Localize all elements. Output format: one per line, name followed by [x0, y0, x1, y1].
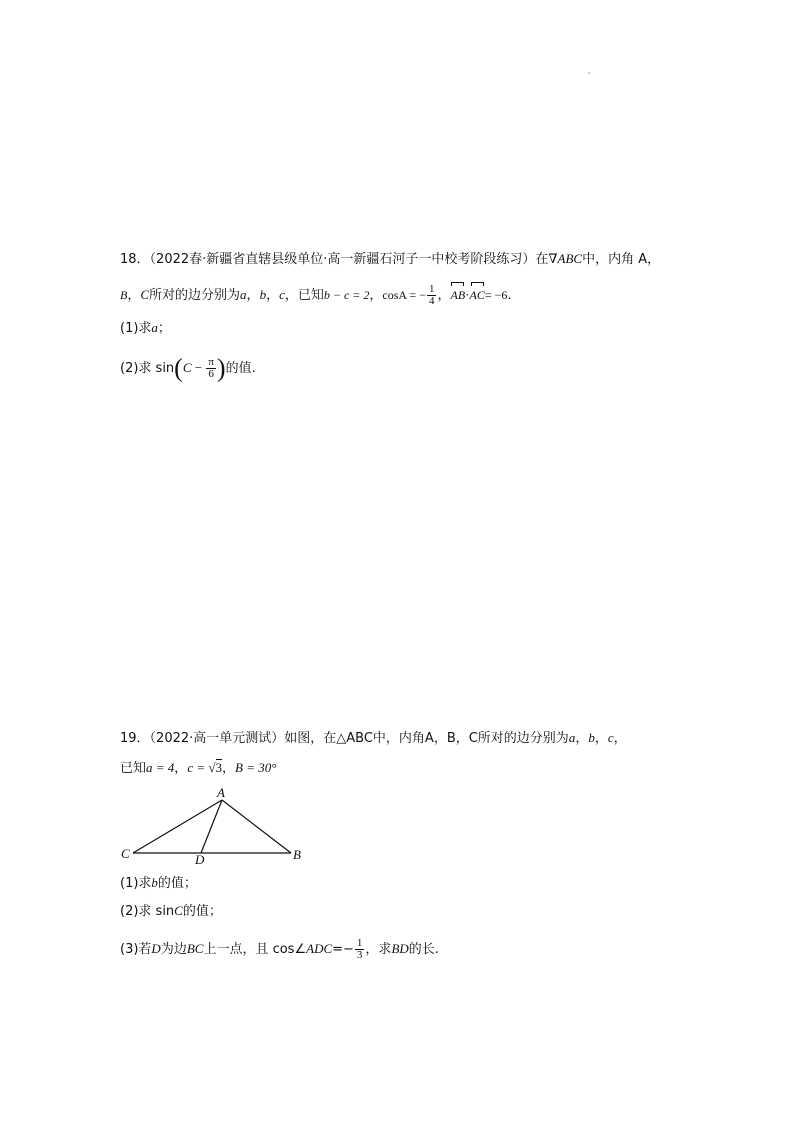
- left-paren: (: [174, 353, 183, 383]
- q19-part2-label: (2)求 sin: [120, 904, 175, 919]
- q19-part3-d: ，求: [365, 942, 392, 957]
- q19-source: （2022·高一单元测试）: [149, 731, 285, 746]
- q18-part2-label: (2)求 sin: [120, 361, 175, 376]
- q19-part1: [120, 873, 197, 894]
- q19-part1-var: b: [151, 875, 158, 890]
- q18-dot-result: = −6: [484, 288, 508, 302]
- fraction-denominator: 4: [428, 295, 435, 307]
- q18-number: 18．: [120, 252, 150, 267]
- q19-part3-b: 为边: [160, 942, 187, 957]
- q19-part2: [120, 901, 222, 922]
- fraction-denominator: 3: [356, 949, 363, 961]
- q19-part3-e: 的长.: [408, 942, 439, 957]
- q18-cos-fraction: [427, 284, 437, 307]
- q19-number: 19．: [120, 731, 150, 746]
- q19-var-b: b: [588, 730, 595, 745]
- q18-sep: ，: [369, 288, 383, 303]
- q19-sep: ，: [594, 731, 608, 746]
- q18-vector-AC: AC: [470, 285, 485, 305]
- q19-condition-c: c =: [187, 760, 209, 775]
- q18-part1-label: (1)求: [120, 321, 152, 336]
- q19-condition-a: a = 4: [146, 760, 175, 775]
- q18-triangle-name: ABC: [557, 251, 583, 266]
- label-C: C: [121, 846, 130, 861]
- q18-part2-fraction: [206, 357, 216, 380]
- q19-part3: [120, 938, 439, 961]
- q19-part3-c: 上一点，且 cos∠: [203, 942, 307, 957]
- q18-part2-minus: −: [191, 360, 206, 375]
- segment-AD: [201, 800, 222, 853]
- label-A: A: [217, 785, 225, 800]
- fraction-numerator: 1: [356, 937, 363, 949]
- side-CA: [133, 800, 222, 853]
- q18-period: .: [507, 288, 512, 303]
- q18-known: ，已知: [284, 288, 324, 303]
- scan-dot: [588, 72, 590, 74]
- q19-part3-D: D: [151, 941, 161, 956]
- label-B: B: [293, 847, 301, 862]
- q19-condition-c-root: 3: [215, 760, 222, 775]
- q18-var-C: C: [140, 287, 150, 302]
- q18-intro-b: 中，内角 A，: [582, 252, 661, 267]
- q19-part3-eq: =−: [332, 942, 354, 957]
- q18-sep: ，: [127, 288, 141, 303]
- q18-triangle-symbol: ∇: [548, 251, 558, 266]
- q18-sep: ，: [437, 288, 451, 303]
- q19-sep: ，: [222, 761, 236, 776]
- q18-part2-end: 的值.: [225, 361, 256, 376]
- q19-line2: [120, 758, 276, 779]
- q18-part1-var: a: [151, 320, 158, 335]
- q18-sides-text: 所对的边分别为: [149, 288, 241, 303]
- q18-var-b: b: [259, 287, 267, 302]
- q18-var-c: c: [279, 287, 285, 302]
- fraction-denominator: 6: [208, 368, 214, 380]
- q18-dot: ·: [465, 287, 470, 302]
- q18-cos-label: cosA = −: [382, 288, 426, 302]
- q19-part3-ADC: ADC: [306, 941, 333, 956]
- right-paren: ): [216, 353, 226, 383]
- q19-line1: [120, 728, 627, 749]
- q18-part1: [120, 318, 171, 339]
- q19-part1-label: (1)求: [120, 876, 152, 891]
- q19-intro: 如图，在△ABC中，内角A，B，C所对的边分别为: [284, 731, 569, 746]
- q18-intro-a: 在: [535, 252, 549, 267]
- q19-var-c: c: [607, 730, 614, 745]
- q18-sep: ，: [246, 288, 260, 303]
- q19-part2-end: 的值；: [182, 904, 222, 919]
- q19-part3-BC: BC: [186, 941, 204, 956]
- q19-sep: ，: [174, 761, 188, 776]
- fraction-numerator: π: [208, 356, 214, 368]
- q19-part3-a: (3)若: [120, 942, 152, 957]
- q18-part2-C: C: [182, 360, 192, 375]
- q18-sep: ，: [266, 288, 280, 303]
- fraction-numerator: 1: [428, 283, 435, 295]
- label-D: D: [195, 852, 205, 866]
- q18-condition-1: b − c = 2: [323, 288, 370, 302]
- q18-line1: [120, 249, 660, 270]
- q19-part2-var: C: [174, 903, 183, 918]
- q19-sep: ，: [575, 731, 589, 746]
- q19-sep: ，: [613, 731, 627, 746]
- q19-part1-end: 的值；: [157, 876, 197, 891]
- q18-line2: [120, 284, 512, 307]
- q18-var-a: a: [240, 287, 247, 302]
- q18-part1-end: ；: [157, 321, 171, 336]
- q19-known: 已知: [120, 761, 147, 776]
- side-AB: [222, 800, 291, 853]
- q18-var-B: B: [120, 288, 128, 302]
- q19-part3-fraction: [355, 938, 365, 961]
- q18-part2: [120, 353, 256, 383]
- q19-condition-B: B = 30°: [235, 760, 277, 775]
- q18-vector-AB: AB: [450, 285, 465, 305]
- q19-var-a: a: [568, 730, 576, 745]
- q19-part3-BD: BD: [391, 941, 409, 956]
- triangle-figure: [115, 784, 315, 866]
- q18-source: （2022春·新疆省直辖县级单位·高一新疆石河子一中校考阶段练习）: [149, 252, 536, 267]
- sqrt-symbol: √: [208, 760, 216, 775]
